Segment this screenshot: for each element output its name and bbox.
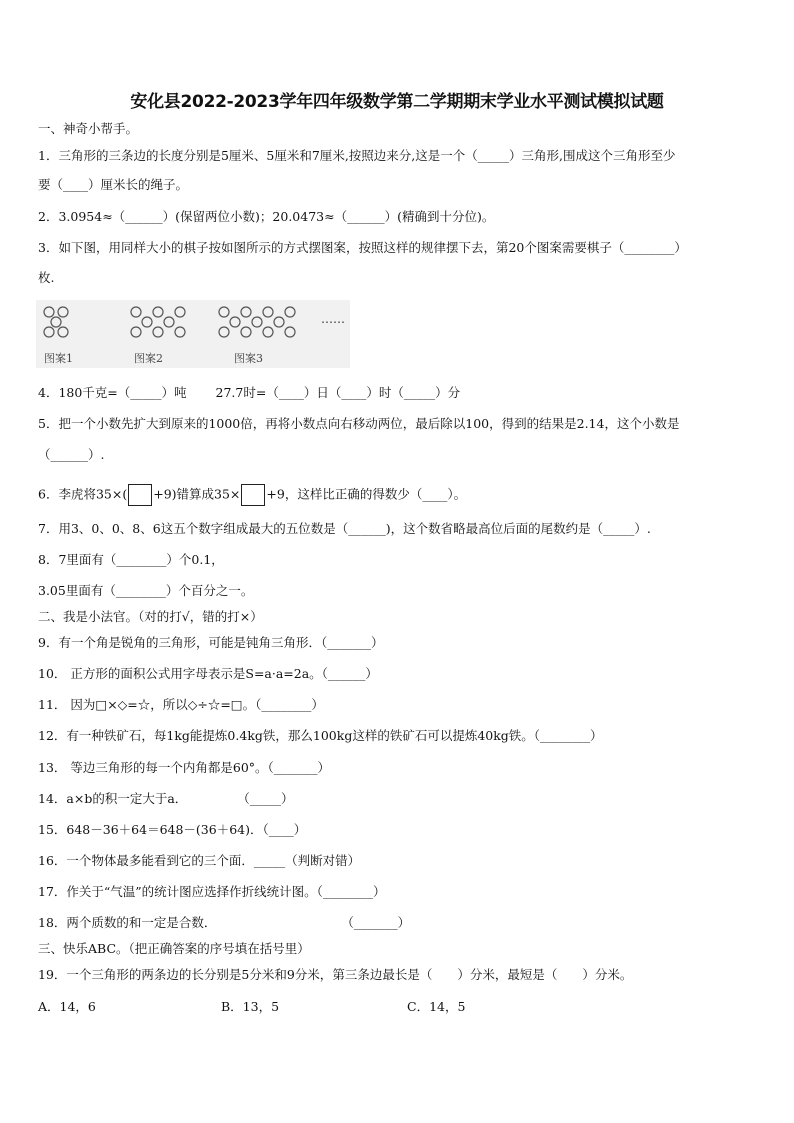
question-18: 18．两个质数的和一定是合数． （_______） <box>38 915 411 930</box>
section-1-heading: 一、神奇小帮手。 <box>38 121 139 136</box>
question-14: 14．a×b的积一定大于a． （_____） <box>38 791 294 806</box>
question-17: 17．作关于“气温”的统计图应选择作折线统计图。（________） <box>38 884 386 899</box>
figure-caption-3: 图案3 <box>234 352 263 365</box>
figure-caption-1: 图案1 <box>44 352 73 365</box>
chess-pattern-figure <box>36 300 350 368</box>
question-7: 7．用3、0、0、8、6这五个数字组成最大的五位数是（______)，这个数省略最高位后面的尾数约是（_____）. <box>38 521 651 536</box>
question-6 <box>38 484 768 506</box>
question-3-line-2: 枚. <box>38 270 55 285</box>
question-1-line-2: 要（____）厘米长的绳子。 <box>38 177 189 192</box>
question-1-line-1: 1．三角形的三条边的长度分别是5厘米、5厘米和7厘米,按照边来分,这是一个（_____）三角形,围成这个三角形至少 <box>38 148 676 163</box>
question-13: 13． 等边三角形的每一个内角都是60°。（_______） <box>38 760 331 775</box>
option-c: C．14，5 <box>407 999 466 1014</box>
question-4: 4．180千克=（_____）吨 27.7时=（____）日（____）时（_____）分 <box>38 385 461 400</box>
question-8-line-2: 3.05里面有（________）个百分之一。 <box>38 583 254 598</box>
page-title: 安化县2022-2023学年四年级数学第二学期期末学业水平测试模拟试题 <box>130 92 664 112</box>
question-9: 9．有一个角是锐角的三角形，可能是钝角三角形．（_______） <box>38 635 384 650</box>
question-19: 19．一个三角形的两条边的长分别是5分米和9分米，第三条边最长是（ ）分米，最短是（ ）分米。 <box>38 967 633 982</box>
question-12: 12．有一种铁矿石，每1kg能提炼0.4kg铁，那么100kg这样的铁矿石可以提炼40kg铁。（________） <box>38 728 603 743</box>
question-11: 11． 因为□×◇=☆，所以◇÷☆=□。（________） <box>38 697 324 712</box>
question-16: 16．一个物体最多能看到它的三个面．_____（判断对错） <box>38 853 361 868</box>
question-15: 15．648－36＋64＝648－(36＋64)．（____） <box>38 822 307 837</box>
blank-box-2 <box>241 484 265 506</box>
question-3-line-1: 3．如下图，用同样大小的棋子按如图所示的方式摆图案，按照这样的规律摆下去，第20个图案需要棋子（________） <box>38 240 687 255</box>
figure-ellipsis: …… <box>321 312 345 326</box>
question-6-part-3: +9，这样比正确的得数少（____）。 <box>266 486 467 502</box>
option-b: B．13，5 <box>221 999 280 1014</box>
chess-pattern-drawing <box>36 300 350 368</box>
question-5-line-2: （______）. <box>38 447 105 462</box>
question-5-line-1: 5．把一个小数先扩大到原来的1000倍，再将小数点向右移动两位，最后除以100，得到的结果是2.14，这个小数是 <box>38 416 680 431</box>
section-2-heading: 二、我是小法官。（对的打√，错的打×） <box>38 609 263 624</box>
figure-caption-2: 图案2 <box>134 352 163 365</box>
question-6-part-2: +9)错算成35× <box>153 486 241 502</box>
blank-box-1 <box>128 484 152 506</box>
question-2: 2．3.0954≈（______）(保留两位小数)；20.0473≈（______）(精确到十分位)。 <box>38 209 495 224</box>
question-6-part-1: 6．李虎将35×( <box>38 486 128 502</box>
question-8-line-1: 8．7里面有（________）个0.1， <box>38 552 224 567</box>
option-a: A．14，6 <box>38 999 96 1014</box>
question-10: 10． 正方形的面积公式用字母表示是S=a·a=2a。（______） <box>38 666 378 681</box>
section-3-heading: 三、快乐ABC。（把正确答案的序号填在括号里） <box>38 941 310 956</box>
